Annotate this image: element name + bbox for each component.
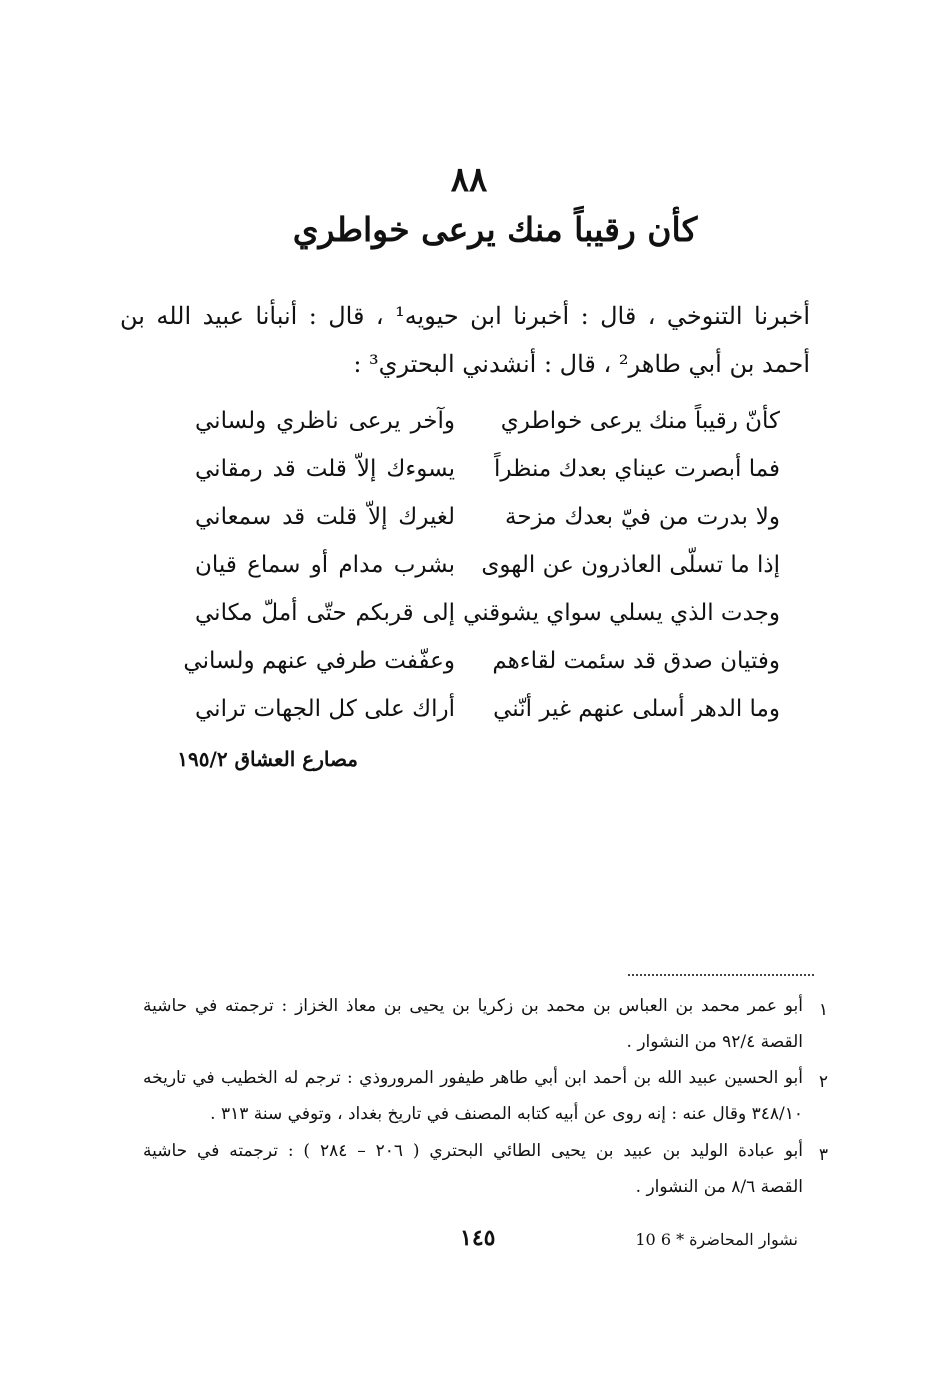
verse-first-hemistich: وجدت الذي يسلي سواي يشوقني [463,600,780,626]
footnote-text-line: القصة ٨/٦ من النشوار . [635,1177,803,1197]
verse-first-hemistich: ولا بدرت من فيّ بعدك مزحة [505,504,780,530]
poem-verse [195,600,780,648]
poem-verse [195,696,780,744]
footnote-text-line: أبو عبادة الوليد بن عبيد بن يحيى الطائي البحتري ( ٢٠٦ – ٢٨٤ ) : ترجمته في حاشية [143,1141,804,1161]
story-number: ٨٨ [450,160,488,200]
verse-second-hemistich: أراك على كل الجهات تراني [195,696,455,722]
print-signature: 10 نشوار المحاضرة * 6 [635,1230,798,1249]
verse-second-hemistich: وعفّفت طرفي عنهم ولساني [183,648,455,674]
intro-text-line: أحمد بن أبي طاهر² ، قال : أنشدني البحتري³ : [353,350,810,378]
verse-first-hemistich: فما أبصرت عيناي بعدك منظراً [494,456,780,482]
footnote-text-line: أبو الحسين عبيد الله بن أحمد ابن أبي طاهر طيفور المروروذي : ترجم له الخطيب في تاريخه [143,1068,803,1088]
source-reference: مصارع العشاق ١٩٥/٢ [177,747,358,771]
footnote-divider [628,974,814,976]
poem [183,408,780,744]
verse-second-hemistich: لغيرك إلاّ قلت قد سمعاني [195,504,455,530]
poem-verse [195,504,780,552]
footnote-number: ١ [818,1000,828,1020]
intro-text-line: أخبرنا التنوخي ، قال : أخبرنا ابن حيويه¹ ، قال : أنبأنا عبيد الله بن [120,302,811,330]
story-title: كأن رقيباً منك يرعى خواطري [292,210,698,249]
verse-first-hemistich: وفتيان صدق قد سئمت لقاءهم [492,648,780,674]
poem-verse [195,552,780,600]
verse-second-hemistich: يسوءك إلاّ قلت قد رمقاني [195,456,455,482]
footnote-number: ٣ [818,1145,828,1165]
poem-verse [195,456,780,504]
page-number: ١٤٥ [460,1225,496,1251]
verse-first-hemistich: كأنّ رقيباً منك يرعى خواطري [500,408,780,434]
poem-verse [195,408,780,456]
footnote-number: ٢ [818,1072,828,1092]
footnote-text-line: القصة ٩٢/٤ من النشوار . [626,1032,803,1052]
footnote-text-line: ٣٤٨/١٠ وقال عنه : إنه روى عن أبيه كتابه المصنف في تاريخ بغداد ، وتوفي سنة ٣١٣ . [210,1104,803,1124]
verse-second-hemistich: بشرب مدام أو سماع قيان [195,552,455,578]
verse-first-hemistich: إذا ما تسلّى العاذرون عن الهوى [481,552,780,578]
verse-first-hemistich: وما الدهر أسلى عنهم غير أنّني [493,696,780,722]
verse-second-hemistich: وآخر يرعى ناظري ولساني [195,408,455,434]
footnote-text-line: أبو عمر محمد بن العباس بن محمد بن زكريا بن يحيى بن معاذ الخزاز : ترجمته في حاشية [143,996,803,1016]
poem-verse [183,648,780,696]
verse-second-hemistich: إلى قربكم حتّى أملّ مكاني [195,600,455,626]
